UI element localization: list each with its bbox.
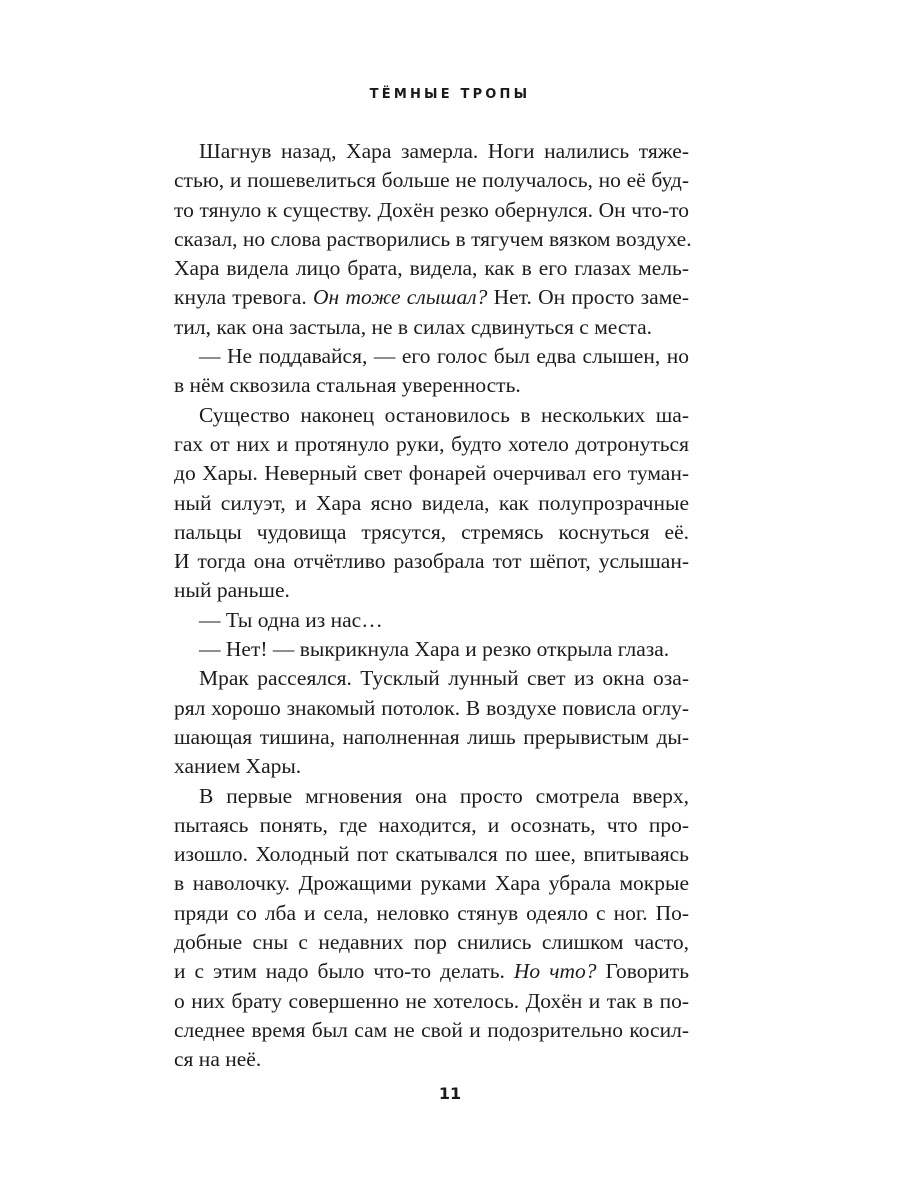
line-text: Говорить (596, 959, 689, 984)
line-text: то тянуло к существу. Дохён резко обернулся. Он что-то (174, 197, 689, 222)
text-line (174, 928, 689, 957)
text-line (174, 811, 689, 840)
line-text: Хара видела лицо брата, видела, как в его глазах мель- (174, 256, 689, 281)
line-text: пряди со лба и села, неловко стянув одеяло с ног. По- (174, 900, 689, 925)
line-text: ханием Хары. (174, 754, 302, 779)
text-line (199, 401, 689, 430)
text-line (174, 899, 689, 928)
body-text (174, 137, 692, 1075)
line-text: ный силуэт, и Хара ясно видела, как полупрозрачные (174, 490, 689, 515)
text-line (174, 283, 689, 312)
line-text: ный раньше. (174, 578, 290, 603)
line-text: кнула тревога. (174, 285, 314, 310)
text-line (174, 371, 689, 400)
text-line (199, 664, 689, 693)
line-text: ся на неё. (174, 1047, 262, 1072)
page-number: 11 (438, 1084, 462, 1103)
text-line (199, 342, 689, 371)
line-text: Нет. Он просто заме- (487, 285, 689, 310)
text-line (174, 840, 689, 869)
text-line (174, 1045, 689, 1074)
line-text: пытаясь понять, где находится, и осознать, что про- (174, 812, 689, 837)
text-line (174, 957, 689, 986)
line-text: в наволочку. Дрожащими руками Хара убрала мокрые (174, 871, 689, 896)
running-title: ТЁМНЫЕ ТРОПЫ (369, 87, 531, 102)
line-text: рял хорошо знакомый потолок. В воздухе повисла оглу- (174, 695, 689, 720)
text-line (174, 1016, 689, 1045)
line-text: гах от них и протянуло руки, будто хотело дотронуться (174, 431, 689, 456)
text-line (199, 635, 689, 664)
line-text: шающая тишина, наполненная лишь прерывистым ды- (174, 724, 689, 749)
text-line (199, 782, 689, 811)
italic-text: Но что? (513, 959, 597, 984)
line-text: добные сны с недавних пор снились слишком часто, (174, 930, 689, 955)
line-text: Мрак рассеялся. Тусклый лунный свет из окна оза- (199, 666, 689, 691)
line-text: в нём сквозила стальная уверенность. (174, 373, 521, 398)
text-line (199, 137, 689, 166)
line-text: пальцы чудовища трясутся, стремясь коснуться её. (174, 519, 689, 544)
text-line (174, 752, 689, 781)
line-text: Существо наконец остановилось в нескольких ша- (199, 402, 689, 427)
line-text: И тогда она отчётливо разобрала тот шёпот, услышан- (174, 549, 689, 574)
line-text: — Нет! — выкрикнула Хара и резко открыла глаза. (199, 637, 670, 662)
text-line (174, 225, 692, 254)
line-text: до Хары. Неверный свет фонарей очерчивал его туман- (174, 461, 689, 486)
text-line (174, 987, 689, 1016)
text-line (199, 606, 689, 635)
line-text: — Не поддавайся, — его голос был едва слышен, но (199, 344, 689, 369)
line-text: Шагнув назад, Хара замерла. Ноги налились тяже- (199, 139, 689, 163)
text-line (174, 518, 689, 547)
text-line (174, 313, 689, 342)
line-text: В первые мгновения она просто смотрела вверх, (199, 783, 689, 808)
line-text: — Ты одна из нас… (199, 607, 383, 632)
line-text: тил, как она застыла, не в силах сдвинуться с места. (174, 314, 652, 339)
line-text: и с этим надо было что-то делать. (174, 959, 514, 984)
italic-text: Он тоже слышал? (313, 285, 488, 310)
text-line (174, 547, 689, 576)
text-line (174, 489, 689, 518)
text-line (174, 694, 689, 723)
text-line (174, 166, 689, 195)
text-line (174, 430, 689, 459)
text-line (174, 869, 689, 898)
text-line (174, 576, 689, 605)
text-line (174, 723, 689, 752)
text-line (174, 459, 689, 488)
text-line (174, 254, 689, 283)
line-text: о них брату совершенно не хотелось. Дохён и так в по- (174, 988, 689, 1013)
text-line (174, 196, 689, 225)
line-text: сказал, но слова растворились в тягучем вязком воздухе. (174, 226, 692, 251)
line-text: стью, и пошевелиться больше не получалось, но её буд- (174, 168, 689, 193)
line-text: изошло. Холодный пот скатывался по шее, впитываясь (174, 842, 689, 867)
line-text: следнее время был сам не свой и подозрительно косил- (174, 1017, 689, 1042)
